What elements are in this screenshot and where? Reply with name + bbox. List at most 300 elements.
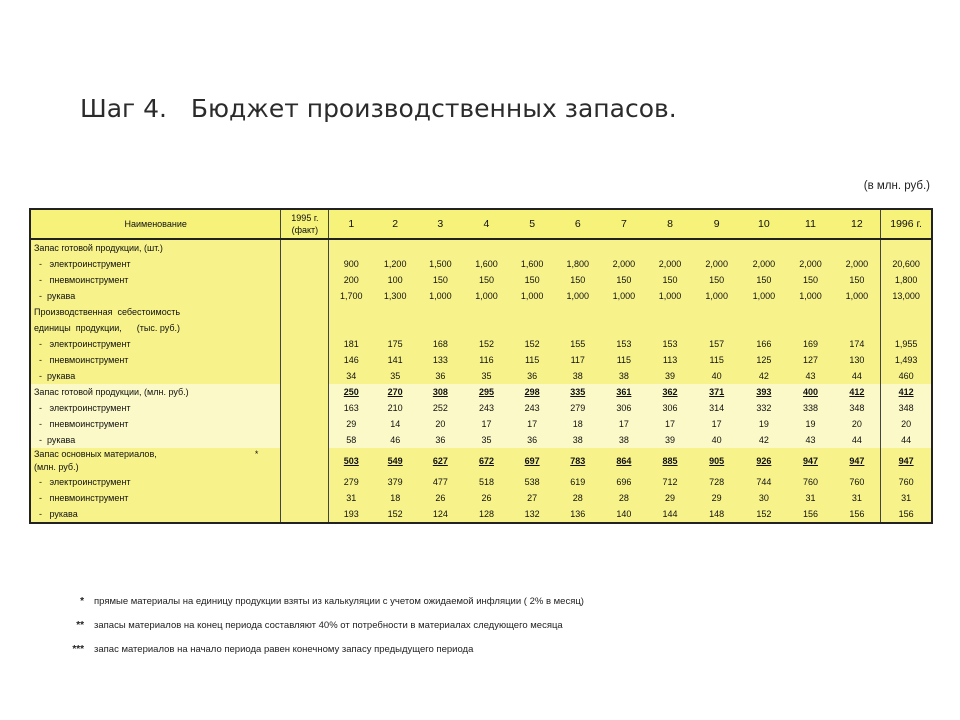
month-1-cell: 503 [343,455,359,466]
month-2-cell [373,320,417,336]
month-9-cell: 148 [709,509,725,519]
footnotes [30,589,584,661]
month-4-cell: 518 [478,477,494,487]
month-4-cell: 1,000 [475,291,498,301]
row-label: Производственная себестоимость [34,307,181,317]
month-12-cell: 412 [834,384,881,400]
year-1996-cell: 412 [881,384,932,400]
month-7-cell: 1,000 [612,291,636,301]
month-2-cell: 1,200 [383,259,407,269]
month-2-cell: 18 [390,493,401,503]
month-12-cell: 44 [834,432,881,448]
fact-1995-cell [281,432,329,448]
month-3-cell: 1,500 [429,259,452,269]
year-1996-cell: 44 [881,432,932,448]
table-row [30,288,932,304]
month-1-cell: 163 [329,400,373,416]
month-11-cell: 1,000 [799,291,822,301]
month-11-cell: 169 [802,339,818,349]
header-month-11: 11 [787,209,833,239]
month-11-cell: 947 [802,455,818,466]
row-label-cell [30,506,281,523]
month-1-cell [329,304,373,320]
year-1996-cell: 760 [881,474,932,490]
header-year-1996: 1996 г. [881,209,932,239]
month-8-cell [647,239,693,256]
month-7-cell: 153 [616,339,632,349]
month-5-cell: 150 [524,275,540,285]
month-12-cell: 174 [849,339,865,349]
month-2-cell: 46 [373,432,417,448]
month-2-cell: 379 [387,477,403,487]
month-8-cell [647,304,693,320]
month-8-cell: 1,000 [658,291,682,301]
row-label-cell [30,416,281,432]
header-fact-label: (факт) [291,225,319,235]
month-10-cell: 332 [740,400,787,416]
month-8-cell: 2,000 [658,259,682,269]
table-row [30,256,932,272]
month-12-cell [834,304,881,320]
table-row [30,474,932,490]
month-10-cell: 42 [758,371,769,381]
header-month-7: 7 [601,209,647,239]
row-label-cell [30,384,281,400]
month-6-cell: 279 [555,400,601,416]
row-label-cell [30,336,281,352]
year-1996-cell: 460 [881,368,932,384]
header-month-1: 1 [329,209,373,239]
month-3-cell: 36 [417,432,463,448]
month-7-cell: 2,000 [612,259,636,269]
month-1-cell [329,239,373,256]
month-3-cell: 124 [432,509,448,519]
fact-1995-cell [281,368,329,384]
month-7-cell: 28 [618,493,629,503]
row-label-cell [30,448,281,474]
month-6-cell [555,304,601,320]
row-label: - рукава [34,371,76,381]
year-1996-cell: 31 [881,490,932,506]
inventory-budget-table [29,208,933,524]
month-12-cell: 44 [851,371,862,381]
header-month-9: 9 [693,209,740,239]
table-row [30,272,932,288]
month-10-cell: 1,000 [752,291,776,301]
footnote-text: прямые материалы на единицу продукции взяты из калькуляции с учетом ожидаемой инфляции ( 2% в месяц) [94,595,584,607]
year-1996-cell: 156 [881,506,932,523]
month-1-cell: 146 [343,355,359,365]
table-row [30,320,932,336]
month-12-cell: 760 [849,477,865,487]
month-12-cell: 150 [849,275,865,285]
footnote-text: запас материалов на начало периода равен конечному запасу предыдущего периода [94,643,474,655]
fact-1995-cell [281,506,329,523]
month-6-cell [555,320,601,336]
month-10-cell: 166 [756,339,772,349]
month-3-cell [417,304,463,320]
month-5-cell: 1,600 [520,259,544,269]
month-7-cell: 140 [616,509,632,519]
month-3-cell: 308 [417,384,463,400]
month-11-cell: 43 [805,371,816,381]
month-3-cell: 133 [432,355,448,365]
month-9-cell: 115 [709,355,724,365]
fact-1995-cell [281,400,329,416]
month-2-cell: 1,300 [383,291,407,301]
footnote-mark: *** [72,643,84,655]
table-row [30,490,932,506]
header-month-6: 6 [555,209,601,239]
month-7-cell: 115 [616,355,632,365]
footnote-mark: ** [76,619,84,631]
month-11-cell [787,320,833,336]
row-label-cell [30,474,281,490]
footnote-mark: * [80,595,84,607]
month-7-cell: 864 [616,455,632,466]
fact-1995-cell [281,474,329,490]
month-3-cell: 168 [432,339,448,349]
month-3-cell [417,320,463,336]
month-10-cell: 125 [756,355,772,365]
month-11-cell: 31 [805,493,816,503]
month-9-cell: 29 [711,493,722,503]
month-8-cell: 39 [647,432,693,448]
row-label-cell [30,256,281,272]
month-5-cell: 36 [510,432,555,448]
fact-1995-cell [281,490,329,506]
header-month-5: 5 [510,209,555,239]
month-8-cell: 144 [662,509,678,519]
month-12-cell: 31 [851,493,862,503]
fact-1995-cell [281,336,329,352]
month-7-cell: 306 [601,400,647,416]
month-1-cell [329,320,373,336]
row-label-cell [30,490,281,506]
month-2-cell: 175 [387,339,403,349]
month-10-cell: 19 [740,416,787,432]
month-2-cell [373,304,417,320]
row-label: - электроинструмент [34,403,131,413]
month-12-cell: 348 [834,400,881,416]
row-label: единицы продукции, (тыс. руб.) [34,323,181,333]
month-7-cell: 17 [601,416,647,432]
row-label-cell [30,320,281,336]
table-row [30,432,932,448]
table-row [30,352,932,368]
month-3-cell: 1,000 [429,291,452,301]
month-1-cell: 900 [343,259,359,269]
month-11-cell: 2,000 [799,259,822,269]
month-2-cell: 100 [387,275,403,285]
month-2-cell: 141 [387,355,403,365]
month-9-cell: 2,000 [705,259,728,269]
month-10-cell: 926 [756,455,772,466]
row-label: (млн. руб.) [34,462,79,472]
month-1-cell: 250 [329,384,373,400]
footnote [30,637,584,661]
month-12-cell: 1,000 [845,291,869,301]
month-8-cell: 362 [647,384,693,400]
row-label: Запас готовой продукции, (шт.) [34,243,163,253]
month-1-cell: 1,700 [340,291,363,301]
month-3-cell: 20 [417,416,463,432]
month-3-cell: 252 [417,400,463,416]
month-5-cell: 132 [524,509,540,519]
month-9-cell: 150 [709,275,725,285]
month-4-cell: 26 [481,493,492,503]
row-label: - электроинструмент [34,259,131,269]
month-1-cell: 29 [329,416,373,432]
month-4-cell: 116 [479,355,494,365]
month-12-cell [834,239,881,256]
month-5-cell: 298 [510,384,555,400]
month-11-cell: 338 [787,400,833,416]
month-3-cell: 26 [435,493,446,503]
row-label: - пневмоинструмент [34,419,129,429]
month-10-cell: 393 [740,384,787,400]
month-1-cell: 193 [343,509,359,519]
month-8-cell: 306 [647,400,693,416]
month-6-cell: 155 [570,339,586,349]
header-month-10: 10 [740,209,787,239]
month-7-cell: 38 [601,432,647,448]
month-9-cell: 371 [693,384,740,400]
month-8-cell: 29 [665,493,676,503]
row-label-cell [30,272,281,288]
month-9-cell: 40 [693,432,740,448]
month-4-cell: 243 [463,400,509,416]
month-12-cell: 20 [834,416,881,432]
month-2-cell: 35 [390,371,401,381]
month-6-cell: 619 [570,477,586,487]
year-1996-cell: 13,000 [881,288,932,304]
month-8-cell: 885 [662,455,678,466]
month-7-cell: 361 [601,384,647,400]
table-row [30,506,932,523]
month-2-cell: 210 [373,400,417,416]
row-label: Запас готовой продукции, (млн. руб.) [34,387,189,397]
month-6-cell: 38 [555,432,601,448]
month-11-cell: 760 [802,477,818,487]
header-month-12: 12 [834,209,881,239]
table-row [30,304,932,320]
month-5-cell [510,320,555,336]
month-8-cell: 113 [662,355,678,365]
month-1-cell: 279 [343,477,359,487]
row-label: - пневмоинструмент [34,275,129,285]
month-9-cell [693,304,740,320]
year-1996-cell [881,320,932,336]
month-4-cell [463,304,509,320]
month-11-cell: 400 [787,384,833,400]
header-month-4: 4 [463,209,509,239]
month-5-cell: 697 [524,455,540,466]
month-3-cell [417,239,463,256]
month-2-cell [373,239,417,256]
month-5-cell [510,304,555,320]
month-4-cell: 128 [478,509,494,519]
month-7-cell: 150 [616,275,632,285]
month-12-cell: 130 [849,355,865,365]
month-3-cell: 477 [432,477,448,487]
row-label-cell [30,239,281,256]
month-10-cell: 744 [756,477,772,487]
fact-1995-cell [281,288,329,304]
year-1996-cell: 20 [881,416,932,432]
fact-1995-cell [281,239,329,256]
month-9-cell: 40 [711,371,722,381]
month-6-cell: 28 [572,493,583,503]
fact-1995-cell [281,256,329,272]
month-9-cell [693,320,740,336]
year-1996-cell: 947 [881,448,932,474]
month-5-cell: 27 [527,493,538,503]
fact-1995-cell [281,272,329,288]
month-10-cell: 152 [756,509,772,519]
row-label-cell [30,304,281,320]
month-7-cell: 38 [618,371,629,381]
table-row [30,400,932,416]
month-1-cell: 34 [346,371,357,381]
month-9-cell: 728 [709,477,725,487]
month-4-cell: 152 [478,339,494,349]
table-body [30,239,932,523]
month-4-cell [463,320,509,336]
row-label-cell [30,400,281,416]
month-4-cell: 1,600 [475,259,498,269]
fact-1995-cell [281,416,329,432]
month-6-cell: 1,800 [566,259,590,269]
month-8-cell: 39 [665,371,676,381]
year-1996-cell: 1,493 [881,352,932,368]
row-label: - рукава [34,291,76,301]
month-9-cell [693,239,740,256]
month-4-cell: 672 [478,455,494,466]
month-10-cell [740,304,787,320]
table-header-row [30,209,932,239]
month-9-cell: 17 [693,416,740,432]
month-4-cell: 295 [463,384,509,400]
row-label: - пневмоинструмент [34,355,129,365]
month-7-cell [601,320,647,336]
month-10-cell [740,320,787,336]
header-fact [281,209,329,239]
month-5-cell: 152 [524,339,540,349]
year-1996-cell: 1,800 [881,272,932,288]
fact-1995-cell [281,304,329,320]
month-5-cell: 36 [527,371,538,381]
year-1996-cell: 20,600 [881,256,932,272]
month-12-cell [834,320,881,336]
month-12-cell: 947 [849,455,865,466]
month-6-cell: 117 [570,355,585,365]
month-11-cell: 150 [802,275,818,285]
month-5-cell: 115 [524,355,540,365]
month-6-cell: 38 [572,371,583,381]
header-month-2: 2 [373,209,417,239]
footnote-text: запасы материалов на конец периода составляют 40% от потребности в материалах следующего месяца [94,619,563,631]
row-label-cell [30,288,281,304]
fact-1995-cell [281,384,329,400]
table-row [30,239,932,256]
month-6-cell: 783 [570,455,586,466]
month-12-cell: 2,000 [845,259,869,269]
month-1-cell: 200 [343,275,359,285]
month-3-cell: 150 [432,275,448,285]
table-row [30,384,932,400]
month-8-cell: 153 [662,339,678,349]
month-6-cell: 136 [570,509,586,519]
month-7-cell [601,239,647,256]
year-1996-cell: 1,955 [881,336,932,352]
month-9-cell: 314 [693,400,740,416]
header-month-3: 3 [417,209,463,239]
month-8-cell [647,320,693,336]
month-9-cell: 157 [709,339,725,349]
row-label: - рукава [34,509,78,519]
month-5-cell: 243 [510,400,555,416]
month-4-cell: 35 [463,432,509,448]
year-1996-cell [881,239,932,256]
slide-title: Шаг 4. Бюджет производственных запасов. [80,94,677,123]
month-6-cell: 150 [570,275,586,285]
month-8-cell: 17 [647,416,693,432]
units-note: (в млн. руб.) [863,180,930,192]
month-6-cell: 18 [555,416,601,432]
month-2-cell: 14 [373,416,417,432]
month-12-cell: 156 [849,509,865,519]
month-6-cell: 1,000 [566,291,590,301]
row-label: - рукава [34,435,76,445]
year-1996-cell: 348 [881,400,932,416]
footnote-marker: * [254,449,259,459]
row-label: - пневмоинструмент [34,493,129,503]
month-10-cell [740,239,787,256]
month-4-cell: 150 [478,275,494,285]
month-8-cell: 712 [662,477,678,487]
row-label: Запас основных материалов, [34,449,157,459]
month-4-cell: 35 [481,371,492,381]
month-6-cell [555,239,601,256]
header-fact-year: 1995 г. [291,213,319,223]
month-10-cell: 2,000 [752,259,776,269]
month-11-cell: 19 [787,416,833,432]
month-1-cell: 31 [346,493,357,503]
month-5-cell [510,239,555,256]
table-row [30,368,932,384]
fact-1995-cell [281,448,329,474]
header-name: Наименование [30,209,281,239]
table-row [30,416,932,432]
table-row [30,336,932,352]
month-2-cell: 152 [387,509,403,519]
fact-1995-cell [281,320,329,336]
row-label: - электроинструмент [34,477,131,487]
month-2-cell: 270 [373,384,417,400]
row-label-cell [30,368,281,384]
month-10-cell: 150 [756,275,772,285]
month-4-cell [463,239,509,256]
footnote [30,589,584,613]
month-9-cell: 1,000 [705,291,728,301]
row-label-cell [30,432,281,448]
month-11-cell: 156 [802,509,818,519]
month-7-cell [601,304,647,320]
month-10-cell: 42 [740,432,787,448]
month-5-cell: 538 [524,477,540,487]
month-3-cell: 36 [435,371,446,381]
